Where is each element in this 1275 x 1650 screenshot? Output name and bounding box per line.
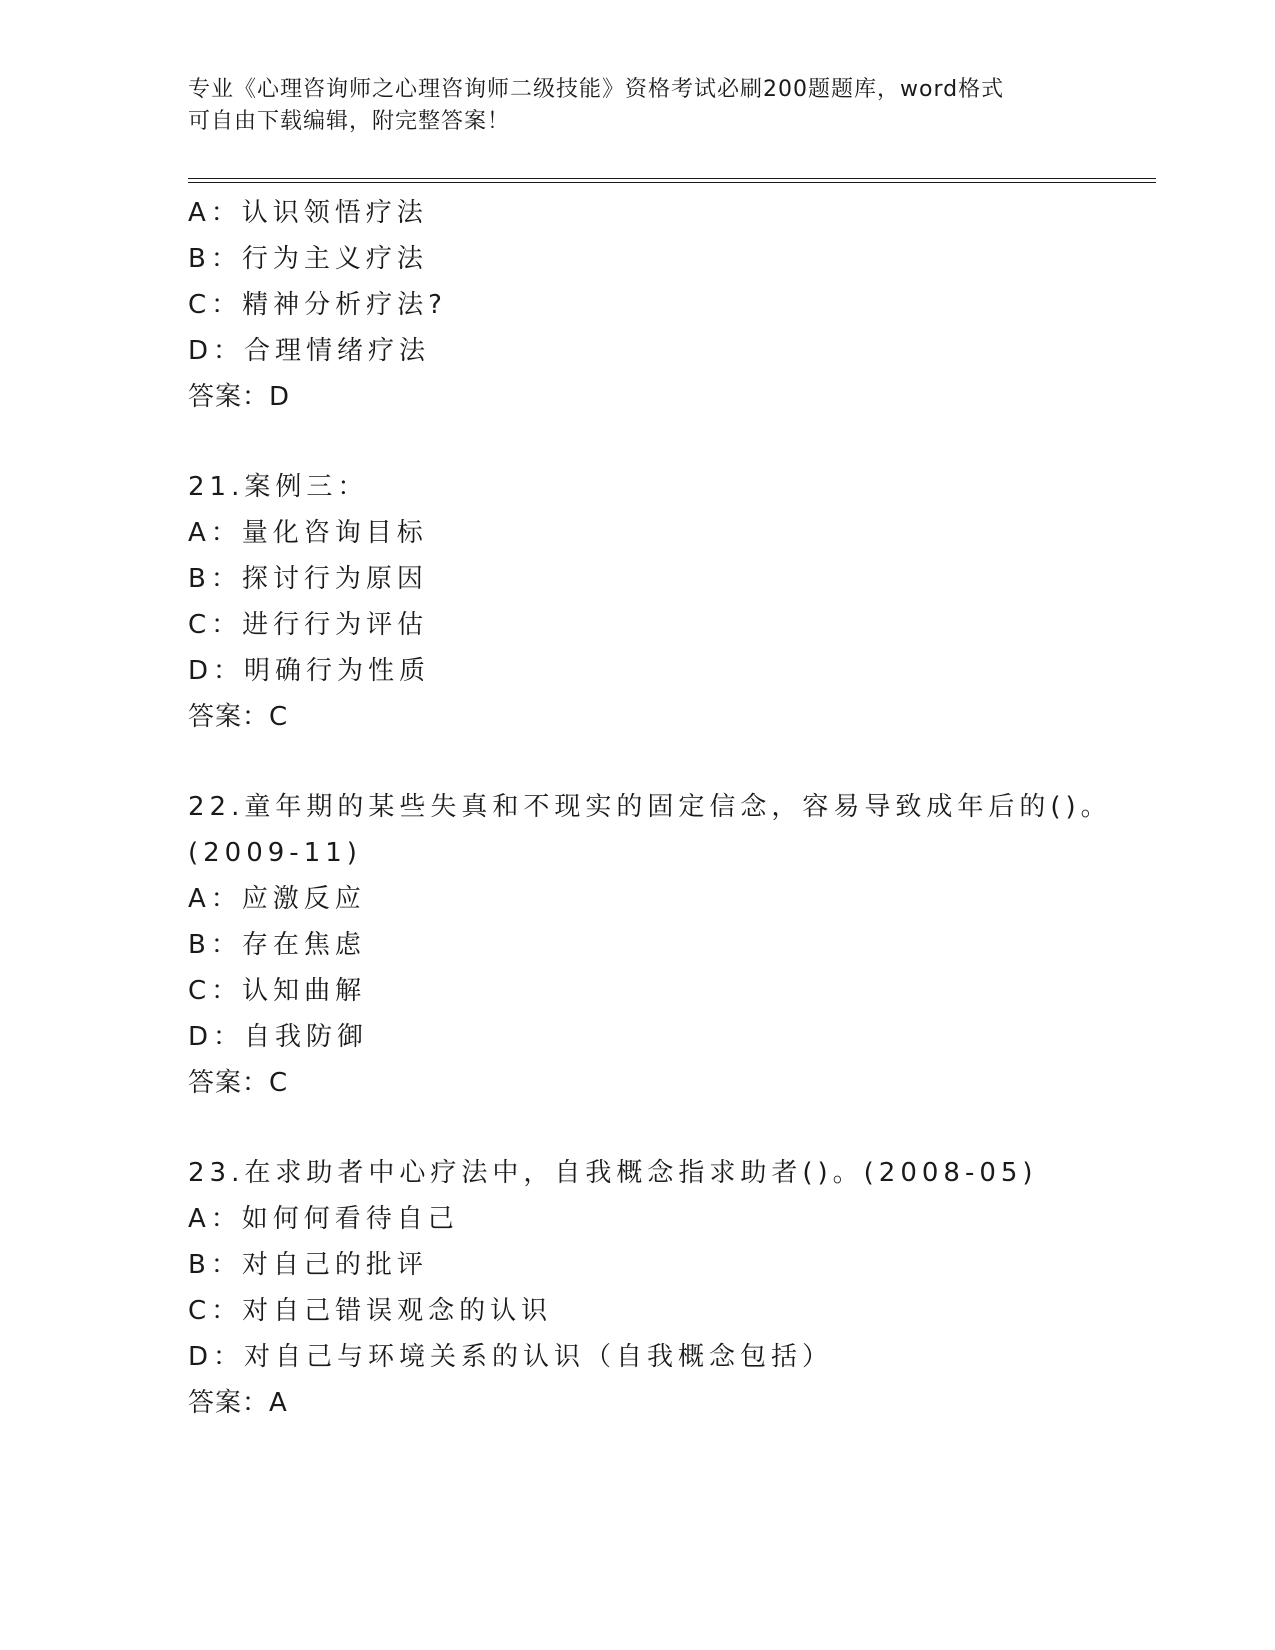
- option-a: A：认识领悟疗法: [188, 198, 428, 228]
- option-d: D：自我防御: [188, 1022, 369, 1052]
- document-header: [188, 74, 1088, 138]
- option-a: A：如何何看待自己: [188, 1204, 459, 1234]
- header-line-2: 可自由下载编辑，附完整答案！: [188, 109, 511, 134]
- option-d: D：明确行为性质: [188, 656, 431, 686]
- option-a: A：应激反应: [188, 884, 366, 914]
- option-c: C：对自己错误观念的认识: [188, 1296, 553, 1326]
- question-22: [188, 784, 1168, 1106]
- option-c: C：精神分析疗法?: [188, 290, 447, 320]
- option-c: C：认知曲解: [188, 976, 367, 1006]
- option-a: A：量化咨询目标: [188, 518, 428, 548]
- question-20: [188, 190, 1168, 420]
- option-b: B：对自己的批评: [188, 1250, 428, 1280]
- option-b: B：探讨行为原因: [188, 564, 428, 594]
- question-stem: 23.在求助者中心疗法中，自我概念指求助者()。(2008-05): [188, 1158, 1038, 1188]
- answer: 答案：A: [188, 1388, 288, 1418]
- option-c: C：进行行为评估: [188, 610, 429, 640]
- question-23: [188, 1150, 1168, 1426]
- question-stem: 21.案例三：: [188, 472, 369, 502]
- question-21: [188, 464, 1168, 740]
- header-line-1: 专业《心理咨询师之心理咨询师二级技能》资格考试必刷200题题库，word格式: [188, 77, 1005, 102]
- option-b: B：存在焦虑: [188, 930, 366, 960]
- header-divider-bottom: [188, 182, 1156, 183]
- answer: 答案：C: [188, 1068, 289, 1098]
- option-b: B：行为主义疗法: [188, 244, 428, 274]
- answer: 答案：C: [188, 702, 289, 732]
- option-d: D：合理情绪疗法: [188, 336, 431, 366]
- question-list: [188, 190, 1168, 1426]
- header-divider-top: [188, 178, 1156, 179]
- question-stem: 22.童年期的某些失真和不现实的固定信念，容易导致成年后的()。: [188, 792, 1112, 822]
- answer: 答案：D: [188, 382, 291, 412]
- question-stem-continued: (2009-11): [188, 838, 362, 868]
- option-d: D：对自己与环境关系的认识（自我概念包括）: [188, 1342, 834, 1372]
